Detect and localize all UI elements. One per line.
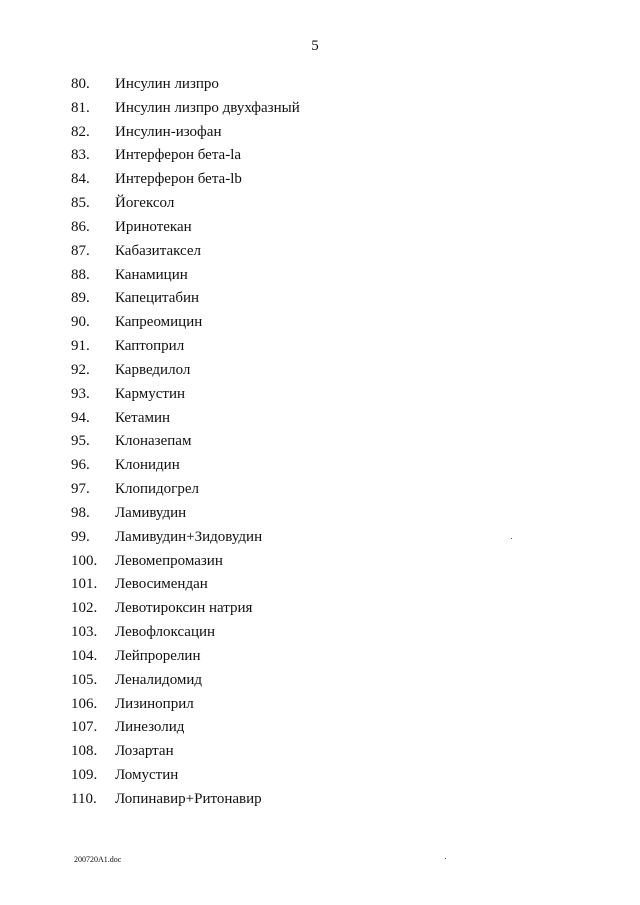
item-name: Левомепромазин	[115, 552, 223, 569]
list-item	[0, 502, 640, 526]
footer-filename: 200720A1.doc	[74, 855, 122, 864]
scan-speck	[511, 538, 512, 539]
item-name: Инсулин лизпро двухфазный	[115, 99, 300, 116]
item-number: 81.	[71, 99, 90, 116]
item-name: Клоназепам	[115, 433, 192, 450]
item-name: Инсулин-изофан	[115, 123, 222, 140]
item-name: Лозартан	[115, 743, 174, 760]
item-name: Леналидомид	[115, 671, 203, 688]
list-item	[0, 645, 640, 669]
item-number: 97.	[71, 481, 90, 498]
list-item	[0, 192, 640, 216]
scan-speck	[445, 858, 446, 859]
list-item	[0, 359, 640, 383]
item-name: Клопидогрел	[115, 481, 199, 498]
list-item	[0, 597, 640, 621]
item-number: 107.	[71, 719, 98, 736]
item-name: Ламивудин	[115, 504, 187, 521]
item-name: Ламивудин+Зидовудин	[115, 528, 263, 545]
item-name: Капецитабин	[115, 290, 200, 307]
page-number: 5	[311, 38, 319, 54]
item-number: 82.	[71, 123, 90, 140]
item-number: 84.	[71, 171, 90, 188]
item-name: Инсулин лизпро	[115, 76, 219, 92]
item-name: Канамицин	[115, 266, 188, 283]
list-item	[0, 669, 640, 693]
list-item	[0, 240, 640, 264]
list-item	[0, 573, 640, 597]
item-name: Интерферон бета-la	[115, 147, 242, 164]
item-name: Левосимендан	[115, 576, 208, 593]
item-number: 98.	[71, 504, 90, 521]
item-name: Каптоприл	[115, 338, 185, 355]
item-number: 101.	[71, 576, 98, 593]
item-number: 96.	[71, 457, 90, 474]
item-name: Лизиноприл	[115, 695, 194, 712]
item-number: 100.	[71, 552, 98, 569]
item-number: 88.	[71, 266, 90, 283]
item-name: Клонидин	[115, 457, 180, 474]
item-number: 103.	[71, 624, 98, 641]
item-name: Линезолид	[115, 719, 185, 736]
list-item	[0, 383, 640, 407]
item-name: Лейпрорелин	[115, 647, 201, 664]
drug-list	[0, 73, 640, 812]
item-number: 85.	[71, 195, 90, 212]
item-number: 106.	[71, 695, 98, 712]
item-name: Кабазитаксел	[115, 242, 202, 259]
item-number: 91.	[71, 338, 90, 355]
list-item	[0, 764, 640, 788]
item-name: Интерферон бета-lb	[115, 171, 242, 188]
item-number: 87.	[71, 242, 90, 259]
item-name: Карведилол	[115, 361, 191, 378]
item-number: 99.	[71, 528, 90, 545]
list-item	[0, 264, 640, 288]
list-item	[0, 716, 640, 740]
list-item	[0, 454, 640, 478]
item-name: Лопинавир+Ритонавир	[115, 790, 262, 807]
item-name: Кетамин	[115, 409, 171, 426]
list-item	[0, 335, 640, 359]
list-item	[0, 287, 640, 311]
item-number: 93.	[71, 385, 90, 402]
item-name: Йогексол	[115, 195, 175, 212]
list-item	[0, 73, 640, 97]
item-number: 95.	[71, 433, 90, 450]
item-number: 90.	[71, 314, 90, 331]
list-item	[0, 430, 640, 454]
item-number: 109.	[71, 767, 98, 784]
item-number: 89.	[71, 290, 90, 307]
list-item	[0, 311, 640, 335]
list-item	[0, 121, 640, 145]
list-item	[0, 740, 640, 764]
list-item	[0, 693, 640, 717]
item-name: Левофлоксацин	[115, 624, 216, 641]
item-name: Левотироксин натрия	[115, 600, 253, 617]
list-item	[0, 478, 640, 502]
list-item	[0, 97, 640, 121]
list-item	[0, 621, 640, 645]
item-name: Капреомицин	[115, 314, 203, 331]
list-item	[0, 168, 640, 192]
item-number: 94.	[71, 409, 90, 426]
item-number: 108.	[71, 743, 98, 760]
list-item	[0, 407, 640, 431]
item-name: Ломустин	[115, 767, 179, 784]
list-item	[0, 788, 640, 812]
list-item	[0, 526, 640, 550]
list-item	[0, 144, 640, 168]
item-number: 102.	[71, 600, 98, 617]
item-name: Кармустин	[115, 385, 185, 402]
item-number: 104.	[71, 647, 98, 664]
item-name: Иринотекан	[115, 218, 192, 235]
item-number: 110.	[71, 790, 97, 807]
item-number: 86.	[71, 218, 90, 235]
item-number: 105.	[71, 671, 98, 688]
list-item	[0, 216, 640, 240]
item-number: 92.	[71, 361, 90, 378]
list-item	[0, 550, 640, 574]
item-number: 83.	[71, 147, 90, 164]
item-number: 80.	[71, 76, 90, 92]
